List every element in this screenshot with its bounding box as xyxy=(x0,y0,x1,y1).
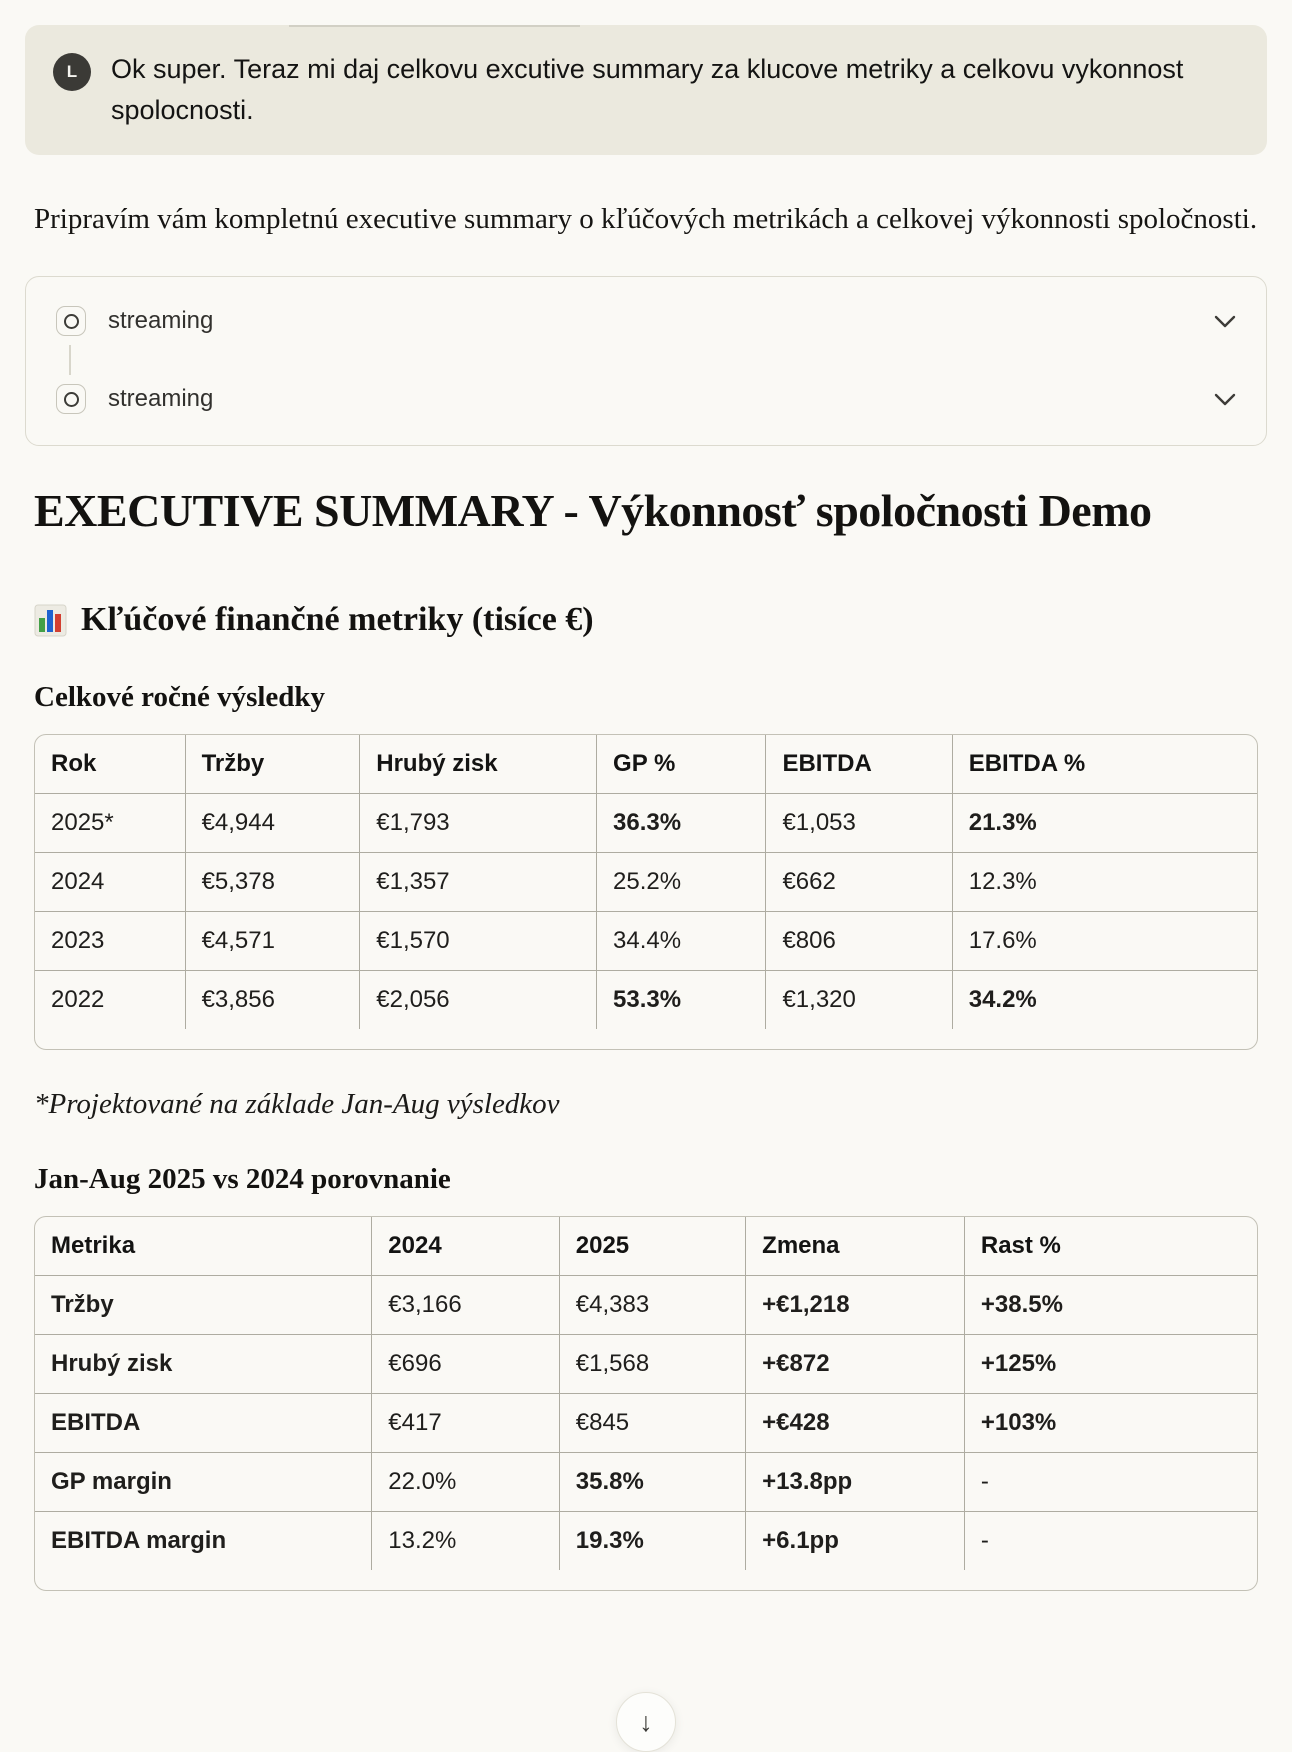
table-cell: 35.8% xyxy=(559,1453,745,1512)
table-cell: 25.2% xyxy=(597,853,766,912)
annual-results-heading: Celkové ročné výsledky xyxy=(34,681,326,713)
table-cell: 12.3% xyxy=(952,853,1257,912)
table-cell: €2,056 xyxy=(360,971,597,1030)
projection-footnote: *Projektované na základe Jan-Aug výsledkov xyxy=(34,1088,560,1120)
metrics-section-label: Kľúčové finančné metriky (tisíce €) xyxy=(81,601,594,638)
column-header: Zmena xyxy=(746,1217,965,1276)
table-row xyxy=(35,1512,1257,1571)
comparison-table xyxy=(35,1217,1257,1570)
table-cell: 17.6% xyxy=(952,912,1257,971)
table-row xyxy=(35,1453,1257,1512)
table-row xyxy=(35,794,1257,853)
table-cell: - xyxy=(964,1453,1257,1512)
bar-chart-icon xyxy=(34,604,67,637)
metrics-section-title xyxy=(34,600,1258,640)
annual-results-table-container xyxy=(34,734,1258,1050)
annual-results-table xyxy=(35,735,1257,1029)
table-cell: €662 xyxy=(766,853,952,912)
comparison-heading: Jan-Aug 2025 vs 2024 porovnanie xyxy=(34,1163,451,1195)
table-cell: +13.8pp xyxy=(746,1453,965,1512)
table-cell: Tržby xyxy=(35,1276,372,1335)
column-header: Rok xyxy=(35,735,185,794)
table-cell: €1,320 xyxy=(766,971,952,1030)
table-cell: +€428 xyxy=(746,1394,965,1453)
table-cell: 34.2% xyxy=(952,971,1257,1030)
table-cell: GP margin xyxy=(35,1453,372,1512)
column-header: 2025 xyxy=(559,1217,745,1276)
table-cell: €845 xyxy=(559,1394,745,1453)
tool-call-row[interactable] xyxy=(56,303,1236,339)
table-cell: +103% xyxy=(964,1394,1257,1453)
column-header: Metrika xyxy=(35,1217,372,1276)
table-cell: €1,053 xyxy=(766,794,952,853)
table-cell: €3,856 xyxy=(185,971,360,1030)
table-cell: +€872 xyxy=(746,1335,965,1394)
table-cell: 53.3% xyxy=(597,971,766,1030)
table-cell: +125% xyxy=(964,1335,1257,1394)
table-cell: +38.5% xyxy=(964,1276,1257,1335)
tool-calls-panel xyxy=(25,276,1267,446)
table-cell: 21.3% xyxy=(952,794,1257,853)
column-header: Rast % xyxy=(964,1217,1257,1276)
table-cell: 2024 xyxy=(35,853,185,912)
table-header-row xyxy=(35,735,1257,794)
table-row xyxy=(35,1394,1257,1453)
chevron-down-icon[interactable] xyxy=(1214,315,1236,328)
table-cell: €696 xyxy=(372,1335,559,1394)
table-cell: +6.1pp xyxy=(746,1512,965,1571)
table-cell: 2023 xyxy=(35,912,185,971)
executive-summary-title: EXECUTIVE SUMMARY - Výkonnosť spoločnosti Demo xyxy=(34,485,1152,536)
column-header: Tržby xyxy=(185,735,360,794)
table-cell: €4,571 xyxy=(185,912,360,971)
table-cell: €3,166 xyxy=(372,1276,559,1335)
table-row xyxy=(35,912,1257,971)
table-cell: 22.0% xyxy=(372,1453,559,1512)
tool-call-row[interactable] xyxy=(56,381,1236,417)
table-cell: €1,793 xyxy=(360,794,597,853)
table-cell: 13.2% xyxy=(372,1512,559,1571)
previous-content-remnant xyxy=(289,25,580,27)
column-header: EBITDA xyxy=(766,735,952,794)
table-cell: - xyxy=(964,1512,1257,1571)
tool-connector-line xyxy=(69,345,71,375)
table-cell: €5,378 xyxy=(185,853,360,912)
assistant-intro-text: Pripravím vám kompletnú executive summary o kľúčových metrikách a celkovej výkonnosti spoločnosti. xyxy=(34,203,1258,235)
table-cell: Hrubý zisk xyxy=(35,1335,372,1394)
tool-call-label: streaming xyxy=(108,385,214,412)
column-header: GP % xyxy=(597,735,766,794)
column-header: 2024 xyxy=(372,1217,559,1276)
table-cell: €4,944 xyxy=(185,794,360,853)
table-cell: EBITDA margin xyxy=(35,1512,372,1571)
user-message-bubble xyxy=(25,25,1267,155)
chat-content xyxy=(0,25,1292,1591)
table-row xyxy=(35,1276,1257,1335)
table-row xyxy=(35,971,1257,1030)
comparison-table-container xyxy=(34,1216,1258,1591)
table-cell: €1,570 xyxy=(360,912,597,971)
table-cell: +€1,218 xyxy=(746,1276,965,1335)
tool-icon xyxy=(56,306,86,336)
table-cell: 2022 xyxy=(35,971,185,1030)
column-header: EBITDA % xyxy=(952,735,1257,794)
table-cell: €1,357 xyxy=(360,853,597,912)
chevron-down-icon[interactable] xyxy=(1214,393,1236,406)
avatar: L xyxy=(53,53,91,91)
table-cell: 36.3% xyxy=(597,794,766,853)
table-cell: 19.3% xyxy=(559,1512,745,1571)
table-cell: 34.4% xyxy=(597,912,766,971)
column-header: Hrubý zisk xyxy=(360,735,597,794)
user-message-text: Ok super. Teraz mi daj celkovu excutive summary za klucove metriky a celkovu vykonnost spolocnosti. xyxy=(111,54,1184,125)
tool-icon xyxy=(56,384,86,414)
table-header-row xyxy=(35,1217,1257,1276)
scroll-to-bottom-button[interactable] xyxy=(616,1692,676,1752)
table-row xyxy=(35,853,1257,912)
table-cell: EBITDA xyxy=(35,1394,372,1453)
table-cell: €4,383 xyxy=(559,1276,745,1335)
table-cell: €417 xyxy=(372,1394,559,1453)
table-cell: €806 xyxy=(766,912,952,971)
tool-call-label: streaming xyxy=(108,307,214,334)
table-cell: 2025* xyxy=(35,794,185,853)
table-row xyxy=(35,1335,1257,1394)
table-cell: €1,568 xyxy=(559,1335,745,1394)
down-arrow-icon: ↓ xyxy=(639,1706,653,1737)
